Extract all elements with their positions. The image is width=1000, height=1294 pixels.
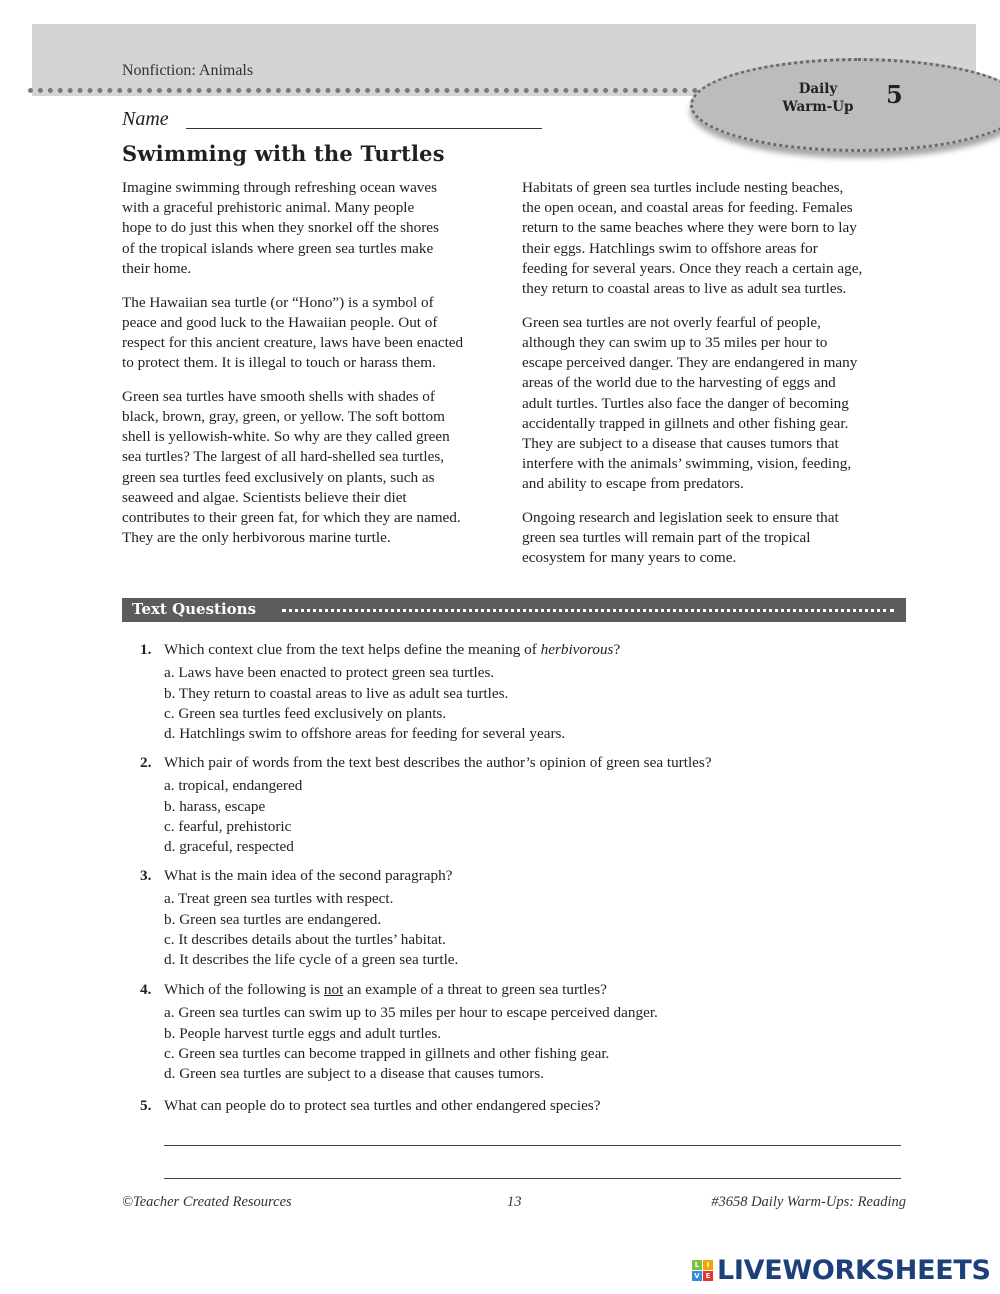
logo-text: LIVEWORKSHEETS — [717, 1254, 991, 1286]
badge-label-line2: Warm-Up — [782, 99, 854, 115]
passage-paragraph — [522, 178, 922, 299]
passage-paragraph — [122, 387, 522, 549]
passage-line: escape perceived danger. They are endangered in many — [522, 354, 858, 372]
passage-line: Habitats of green sea turtles include nesting beaches, — [522, 179, 844, 196]
question-number: 1. — [140, 641, 152, 658]
question-5 — [140, 1096, 600, 1119]
answer-option[interactable]: d. Hatchlings swim to offshore areas for feeding for several years. — [164, 725, 566, 743]
answer-option[interactable]: b. Green sea turtles are endangered. — [164, 910, 382, 928]
answer-line-1[interactable] — [164, 1145, 901, 1146]
answer-option[interactable]: c. It describes details about the turtles’ habitat. — [164, 930, 446, 948]
passage-line: They are the only herbivorous marine turtle. — [122, 529, 391, 547]
footer-book-title: #3658 Daily Warm-Ups: Reading — [711, 1194, 906, 1210]
logo-tile: V — [692, 1271, 702, 1281]
answer-option[interactable]: a. Treat green sea turtles with respect. — [164, 890, 394, 908]
passage-line: The Hawaiian sea turtle (or “Hono”) is a symbol of — [122, 293, 434, 311]
category-label: Nonfiction: Animals — [122, 62, 254, 79]
answer-option[interactable]: c. Green sea turtles can become trapped in gillnets and other fishing gear. — [164, 1044, 610, 1062]
passage-line: return to the same beaches where they were born to lay — [522, 219, 857, 237]
passage-line: with a graceful prehistoric animal. Many people — [122, 199, 415, 217]
page-title: Swimming with the Turtles — [122, 141, 445, 166]
question-text: What is the main idea of the second paragraph? — [164, 867, 453, 884]
passage-line: although they can swim up to 35 miles per hour to — [522, 333, 828, 351]
answer-option[interactable]: a. tropical, endangered — [164, 777, 303, 795]
passage-line: areas of the world due to the harvesting of eggs and — [522, 374, 836, 392]
passage-line: adult turtles. Turtles also face the danger of becoming — [522, 394, 849, 412]
answer-option[interactable]: b. They return to coastal areas to live as adult sea turtles. — [164, 684, 509, 702]
name-input-line[interactable] — [186, 128, 542, 129]
passage-line: ecosystem for many years to come. — [522, 549, 737, 567]
logo-tile: I — [703, 1260, 713, 1270]
passage-line: to protect them. It is illegal to touch or harass them. — [122, 354, 436, 372]
passage-line: green sea turtles will remain part of the tropical — [522, 529, 811, 547]
question-text: Which context clue from the text helps define the meaning of — [164, 641, 541, 658]
answer-option[interactable]: a. Green sea turtles can swim up to 35 miles per hour to escape perceived danger. — [164, 1004, 658, 1022]
passage-line: accidentally trapped in gillnets and other fishing gear. — [522, 414, 849, 432]
question-underline: not — [323, 981, 344, 998]
badge-label-line1: Daily — [798, 81, 838, 97]
question-text: What can people do to protect sea turtles and other endangered species? — [164, 1097, 601, 1114]
passage-line: sea turtles? The largest of all hard-shelled sea turtles, — [122, 448, 445, 466]
question-4 — [140, 980, 658, 1084]
passage-line: peace and good luck to the Hawaiian people. Out of — [122, 313, 438, 331]
question-text: Which of the following is — [164, 981, 324, 998]
questions-header: Text Questions — [132, 600, 257, 618]
answer-option[interactable]: d. graceful, respected — [164, 838, 294, 856]
passage-line: the open ocean, and coastal areas for feeding. Females — [522, 199, 853, 217]
question-number: 4. — [140, 981, 152, 998]
question-stem — [140, 1096, 600, 1116]
question-stem — [140, 866, 458, 886]
passage-line: feeding for several years. Once they reach a certain age, — [522, 259, 863, 277]
header-dotted-rule — [28, 88, 698, 93]
passage-line: of the tropical islands where green sea turtles make — [122, 239, 434, 257]
passage-right-column — [522, 178, 922, 582]
passage-line: Green sea turtles are not overly fearful of people, — [522, 313, 821, 331]
passage-paragraph — [122, 178, 522, 279]
footer-page-number: 13 — [507, 1194, 522, 1210]
logo-tiles-icon — [692, 1260, 713, 1281]
logo-tile: E — [703, 1271, 713, 1281]
passage-line: black, brown, gray, green, or yellow. The soft bottom — [122, 408, 445, 426]
passage-line: interfere with the animals’ swimming, vision, feeding, — [522, 455, 852, 473]
questions-header-bar — [122, 598, 906, 622]
question-3 — [140, 866, 458, 970]
question-text: Which pair of words from the text best describes the author’s opinion of green sea turtles? — [164, 754, 712, 771]
warmup-number: 5 — [886, 80, 903, 109]
question-number: 2. — [140, 754, 152, 771]
question-stem — [140, 640, 620, 660]
questions-header-dots — [282, 609, 894, 612]
answer-option[interactable]: b. harass, escape — [164, 797, 266, 815]
passage-left-column — [122, 178, 522, 562]
passage-line: their home. — [122, 259, 192, 277]
passage-line: seaweed and algae. Scientists believe their diet — [122, 488, 407, 506]
passage-line: Imagine swimming through refreshing ocean waves — [122, 179, 438, 196]
answer-option[interactable]: b. People harvest turtle eggs and adult turtles. — [164, 1024, 442, 1042]
liveworksheets-logo — [692, 1256, 991, 1284]
question-emphasis: herbivorous — [540, 641, 614, 658]
passage-line: Green sea turtles have smooth shells with shades of — [122, 387, 435, 405]
passage-paragraph — [522, 508, 922, 569]
question-text-end: ? — [613, 641, 621, 658]
logo-tile: L — [692, 1260, 702, 1270]
question-stem — [140, 753, 712, 773]
answer-option[interactable]: a. Laws have been enacted to protect green sea turtles. — [164, 664, 495, 682]
passage-paragraph — [522, 313, 922, 495]
passage-line: green sea turtles feed exclusively on plants, such as — [122, 468, 435, 486]
passage-line: their eggs. Hatchlings swim to offshore areas for — [522, 239, 818, 257]
answer-option[interactable]: d. It describes the life cycle of a green sea turtle. — [164, 951, 459, 969]
footer-publisher: ©Teacher Created Resources — [122, 1194, 292, 1210]
question-2 — [140, 753, 712, 857]
passage-line: They are subject to a disease that causes tumors that — [522, 434, 839, 452]
question-number: 3. — [140, 867, 152, 884]
question-number: 5. — [140, 1097, 152, 1114]
passage-line: hope to do just this when they snorkel off the shores — [122, 219, 439, 237]
answer-option[interactable]: c. Green sea turtles feed exclusively on plants. — [164, 704, 447, 722]
question-1 — [140, 640, 620, 744]
answer-line-2[interactable] — [164, 1178, 901, 1179]
question-text-end: an example of a threat to green sea turtles? — [343, 981, 607, 998]
answer-option[interactable]: d. Green sea turtles are subject to a disease that causes tumors. — [164, 1065, 544, 1083]
passage-paragraph — [122, 293, 522, 374]
question-stem — [140, 980, 658, 1000]
passage-line: they return to coastal areas to live as adult sea turtles. — [522, 280, 847, 298]
passage-line: contributes to their green fat, for which they are named. — [122, 509, 461, 527]
passage-line: shell is yellowish-white. So why are they called green — [122, 428, 450, 446]
name-label: Name — [122, 108, 169, 130]
warmup-badge-label — [768, 80, 868, 116]
passage-line: Ongoing research and legislation seek to ensure that — [522, 509, 839, 527]
passage-line: and ability to escape from predators. — [522, 475, 744, 493]
passage-line: respect for this ancient creature, laws have been enacted — [122, 333, 464, 351]
answer-option[interactable]: c. fearful, prehistoric — [164, 817, 292, 835]
